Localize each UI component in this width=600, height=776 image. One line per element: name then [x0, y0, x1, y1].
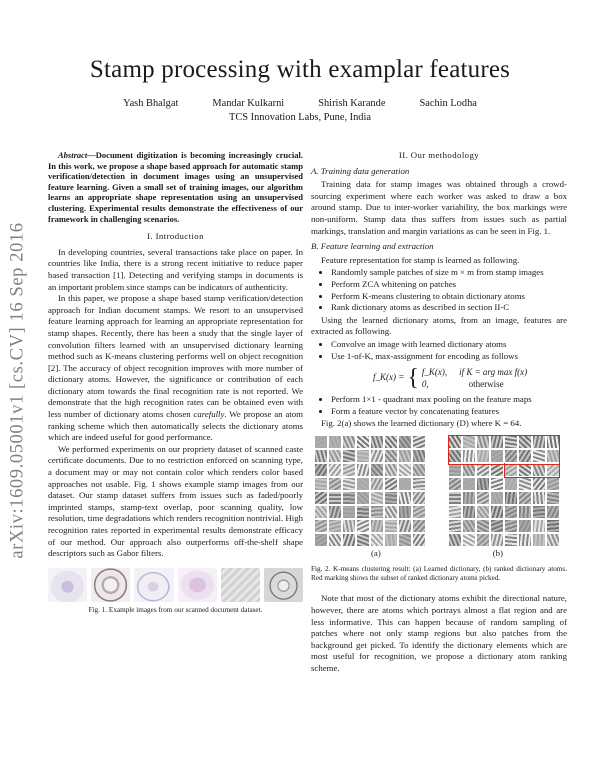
- stamp-image: [134, 568, 173, 602]
- intro-paragraph-1: In developing countries, several transactions take place on paper. In countries like India, there is a strong recent initiative to reduce paper based transaction [1]. Detecting and verifying stamps in documents is an important problem since stamps can be indicators of authenticity.: [48, 246, 303, 292]
- equation-case-1: f_K(x),: [421, 367, 448, 378]
- dictionary-atom: [533, 464, 545, 476]
- dictionary-atom: [519, 478, 531, 490]
- author-1: Yash Bhalgat: [123, 98, 179, 109]
- list-item: • Randomly sample patches of size m × m from stamp images: [331, 267, 567, 279]
- dictionary-atom: [463, 450, 475, 462]
- dictionary-atom: [463, 520, 475, 532]
- dictionary-atom: [357, 478, 369, 490]
- dictionary-atom: [315, 464, 327, 476]
- dictionary-atom: [371, 506, 383, 518]
- dictionary-atom: [463, 436, 475, 448]
- equation-condition-1: if K = arg max f(x): [459, 367, 528, 378]
- dictionary-atom: [533, 478, 545, 490]
- dictionary-atom: [519, 534, 531, 546]
- dictionary-atom: [491, 478, 503, 490]
- feature-extraction-steps: [311, 339, 567, 362]
- list-item: • Rank dictionary atoms as described in section II-C: [331, 302, 567, 314]
- dictionary-atom: [343, 520, 355, 532]
- intro-paragraph-3: We performed experiments on our propriety dataset of scanned caste certificate documents. Due to no restriction enforced on scanning type, a document may or may not contain color which renders color based approaches not usable. Fig. 1 shows example stamp images from our dataset. Our stamp dataset suffers from issues such as faded/poorly imprinted stamps, stamp-text overlap, poor scanning quality, low resolution, time degradations which renders recognition nontrivial. High recognition rates reported in experimental results demonstrate efficacy of our method. Our approach also outperforms off-the-shelf shape descriptors such as Gabor filters.: [48, 443, 303, 559]
- left-column: [48, 150, 303, 615]
- dictionary-atom: [533, 506, 545, 518]
- dictionary-atom: [343, 436, 355, 448]
- dictionary-atom: [315, 436, 327, 448]
- dictionary-atom: [491, 534, 503, 546]
- equation-cases: [422, 366, 527, 390]
- ranked-dictionary-grid: [449, 436, 559, 546]
- dictionary-atom: [533, 534, 545, 546]
- feature-learning-intro: Feature representation for stamp is learned as following.: [321, 254, 520, 265]
- dictionary-atom: [357, 534, 369, 546]
- dictionary-atom: [505, 506, 517, 518]
- dictionary-atom: [519, 436, 531, 448]
- dictionary-atom: [413, 450, 425, 462]
- dictionary-atom: [533, 450, 545, 462]
- abstract-text: —Document digitization is becoming increasingly crucial. In this work, we propose a shape based approach for automatic stamp verification/detection in document images using an unsupervised feature learning. Given a small set of training images, our algorithm learns an appropriate shape representation using an unsupervised clustering. Experimental results demonstrate the effectiveness of our framework in challenging scenarios.: [48, 150, 303, 224]
- dictionary-atom: [385, 478, 397, 490]
- dictionary-atom: [399, 520, 411, 532]
- dictionary-atom: [449, 450, 461, 462]
- dictionary-atom: [463, 506, 475, 518]
- dictionary-atom: [533, 520, 545, 532]
- equation-case-2: 0,: [421, 379, 429, 390]
- dictionary-atom: [413, 464, 425, 476]
- dictionary-atom: [449, 534, 461, 546]
- dictionary-atom: [449, 436, 461, 448]
- dictionary-atom: [477, 436, 489, 448]
- subsection-heading-feature-learning: B. Feature learning and extraction: [311, 241, 434, 252]
- dictionary-atom: [449, 506, 461, 518]
- stamp-image: [48, 568, 87, 602]
- figure-2-dictionaries: [315, 436, 559, 546]
- dictionary-atom: [463, 534, 475, 546]
- dictionary-figure-reference: Fig. 2(a) shows the learned dictionary (D) where K = 64.: [321, 418, 522, 429]
- dictionary-atom: [385, 506, 397, 518]
- dictionary-atom: [329, 534, 341, 546]
- equation-condition-2: otherwise: [468, 379, 504, 390]
- dictionary-atom: [371, 520, 383, 532]
- dictionary-atom: [329, 450, 341, 462]
- dictionary-atom: [547, 506, 559, 518]
- dictionary-atom: [329, 492, 341, 504]
- dictionary-atom: [413, 436, 425, 448]
- figure-2-label-b: (b): [492, 547, 503, 558]
- author-3: Shirish Karande: [318, 98, 386, 109]
- intro-p2-part1: In this paper, we propose a shape based stamp verification/detection approach for Indian document stamps. We resort to an unsupervised feature learning approach for learning an appropriate representation for stamp shapes. Recently, there has been a study that the single layer of convolution filters learned with an unsupervised dictionary learning method such as K-means clustering performs well on object recognition [2]. The accuracy of object recognition improves with more number of dictionary atoms. However, the significance or contribution of each dictionary atom towards the final recognition rate is not reported. We demonstrate that the high recognition rates can be obtained even with less number of dictionary atoms chosen: [48, 293, 303, 420]
- figure-1-stamp-images: [48, 568, 303, 602]
- dictionary-atom: [399, 478, 411, 490]
- figure-2-label-a: (a): [370, 547, 381, 558]
- stamp-image: [264, 568, 303, 602]
- dictionary-atom: [315, 506, 327, 518]
- intro-p2-italic: carefully: [193, 409, 225, 420]
- feature-extraction-intro: Using the learned dictionary atoms, from an image, features are extracted as following.: [311, 314, 567, 337]
- affiliation: TCS Innovation Labs, Pune, India: [229, 112, 371, 123]
- dictionary-atom: [533, 436, 545, 448]
- dictionary-atom: [477, 520, 489, 532]
- learned-dictionary-grid: [315, 436, 425, 546]
- list-item: • Perform 1×1 - quadrant max pooling on the feature maps: [331, 394, 567, 406]
- dictionary-atom: [357, 450, 369, 462]
- list-item: • Form a feature vector by concatenating features: [331, 406, 567, 418]
- dictionary-atom: [477, 492, 489, 504]
- dictionary-atom: [371, 436, 383, 448]
- author-2: Mandar Kulkarni: [212, 98, 285, 109]
- feature-learning-steps: [311, 267, 567, 313]
- dictionary-atom: [547, 450, 559, 462]
- dictionary-atom: [357, 520, 369, 532]
- dictionary-atom: [463, 464, 475, 476]
- list-item: • Perform ZCA whitening on patches: [331, 279, 567, 291]
- training-data-paragraph: Training data for stamp images was obtained through a crowd-sourcing experiment where each worker was asked to draw a box around stamp. Due to inter-worker variability, the box markings were non-uniform. Stamp data thus suffers from issues such as partial markings, translation and margin variations as can be seen in Fig. 1.: [311, 179, 567, 236]
- dictionary-atom: [413, 534, 425, 546]
- author-4: Sachin Lodha: [419, 98, 477, 109]
- arxiv-stamp: arXiv:1609.05001v1 [cs.CV] 16 Sep 2016: [7, 222, 28, 559]
- dictionary-atom: [357, 464, 369, 476]
- dictionary-atom: [315, 520, 327, 532]
- section-heading-methodology: II. Our methodology: [398, 150, 480, 160]
- dictionary-atom: [449, 478, 461, 490]
- figure-1-caption: Fig. 1. Example images from our scanned document dataset.: [88, 605, 263, 614]
- dictionary-atom: [547, 492, 559, 504]
- dictionary-atom: [315, 478, 327, 490]
- dictionary-atom: [315, 450, 327, 462]
- dictionary-atom: [399, 506, 411, 518]
- dictionary-atom: [519, 520, 531, 532]
- dictionary-atom: [371, 478, 383, 490]
- dictionary-atom: [413, 506, 425, 518]
- figure-2-sublabels: [315, 548, 559, 560]
- dictionary-atom: [343, 492, 355, 504]
- dictionary-atom: [371, 534, 383, 546]
- dictionary-atom: [343, 464, 355, 476]
- paper-title: Stamp processing with examplar features: [89, 56, 511, 83]
- equation-lhs: f_K(x) =: [373, 372, 405, 383]
- dictionary-atom: [357, 436, 369, 448]
- dictionary-atom: [547, 478, 559, 490]
- list-item: • Use 1-of-K, max-assignment for encoding as follows: [331, 351, 567, 363]
- dictionary-atom: [399, 436, 411, 448]
- dictionary-atom: [371, 492, 383, 504]
- dictionary-atom: [385, 534, 397, 546]
- dictionary-atom: [329, 464, 341, 476]
- dictionary-atom: [463, 478, 475, 490]
- dictionary-atom: [329, 436, 341, 448]
- dictionary-atom: [399, 450, 411, 462]
- stamp-image: [178, 568, 217, 602]
- dictionary-atom: [343, 450, 355, 462]
- dictionary-atom: [399, 492, 411, 504]
- dictionary-atom: [343, 534, 355, 546]
- right-column: [311, 150, 567, 675]
- dictionary-atom: [315, 492, 327, 504]
- dictionary-atom: [477, 450, 489, 462]
- dictionary-atom: [329, 520, 341, 532]
- dictionary-atom: [413, 520, 425, 532]
- dictionary-atom: [449, 520, 461, 532]
- dictionary-atom: [343, 506, 355, 518]
- dictionary-atom: [477, 464, 489, 476]
- dictionary-atom: [329, 478, 341, 490]
- dictionary-atom: [315, 534, 327, 546]
- dictionary-atom: [519, 450, 531, 462]
- dictionary-atom: [491, 450, 503, 462]
- dictionary-atom: [385, 464, 397, 476]
- dictionary-atom: [477, 534, 489, 546]
- stamp-image: [221, 568, 260, 602]
- intro-p2-part2: . We propose an atom ranking scheme which then automatically selects the dictionary atoms which are indeed useful for good performance.: [48, 409, 303, 443]
- dictionary-atom: [505, 436, 517, 448]
- dictionary-atom: [385, 450, 397, 462]
- dictionary-atom: [547, 520, 559, 532]
- dictionary-atom: [371, 450, 383, 462]
- dictionary-atom: [547, 534, 559, 546]
- list-item: • Perform K-means clustering to obtain dictionary atoms: [331, 291, 567, 303]
- dictionary-atom: [491, 492, 503, 504]
- dictionary-atom: [533, 492, 545, 504]
- author-list: [0, 98, 600, 109]
- dictionary-atom: [505, 492, 517, 504]
- dictionary-atom: [449, 464, 461, 476]
- dictionary-atom: [547, 464, 559, 476]
- intro-paragraph-2: [48, 293, 303, 444]
- dictionary-atom: [491, 520, 503, 532]
- encoding-equation: [373, 366, 567, 390]
- feature-extraction-steps-continued: [311, 394, 567, 417]
- dictionary-atom: [505, 534, 517, 546]
- dictionary-atom: [463, 492, 475, 504]
- dictionary-atom: [547, 436, 559, 448]
- dictionary-atom: [519, 492, 531, 504]
- dictionary-atom: [413, 478, 425, 490]
- abstract: [48, 150, 303, 224]
- dictionary-atom: [519, 464, 531, 476]
- list-item: • Convolve an image with learned dictionary atoms: [331, 339, 567, 351]
- abstract-label: Abstract: [58, 150, 88, 160]
- dictionary-atom: [329, 506, 341, 518]
- dictionary-atom: [505, 520, 517, 532]
- dictionary-atom: [357, 492, 369, 504]
- dictionary-atom: [449, 492, 461, 504]
- dictionary-atom: [491, 436, 503, 448]
- dictionary-atom: [371, 464, 383, 476]
- dictionary-atom: [491, 506, 503, 518]
- dictionary-atom: [385, 436, 397, 448]
- equation-brace: {: [407, 365, 419, 392]
- figure-2-caption: Fig. 2. K-means clustering result: (a) Learned dictionary, (b) ranked dictionary atoms. Red marking shows the subset of ranked dictionary atoms picked.: [311, 565, 567, 583]
- dictionary-atom: [519, 506, 531, 518]
- section-heading-introduction: I. Introduction: [147, 231, 204, 242]
- dictionary-atom: [343, 478, 355, 490]
- dictionary-atom: [477, 478, 489, 490]
- dictionary-atom: [385, 520, 397, 532]
- dictionary-atom: [399, 464, 411, 476]
- dictionary-atom: [413, 492, 425, 504]
- dictionary-atom: [357, 506, 369, 518]
- stamp-image: [91, 568, 130, 602]
- dictionary-atom: [477, 506, 489, 518]
- dictionary-atom: [399, 534, 411, 546]
- dictionary-atom: [505, 464, 517, 476]
- dictionary-atom: [505, 450, 517, 462]
- dictionary-atom: [385, 492, 397, 504]
- subsection-heading-training-data: A. Training data generation: [311, 165, 410, 176]
- dictionary-analysis-paragraph: Note that most of the dictionary atoms exhibit the directional nature, however, there are atoms which portrays almost a flat region and are less informative. This can happen because of random sampling of patches where not only stamp regions but also patches from the background get picked. To identify the dictionary elements which are most useful for recognition, we propose a dictionary atom ranking scheme.: [311, 593, 567, 674]
- dictionary-atom: [491, 464, 503, 476]
- dictionary-atom: [505, 478, 517, 490]
